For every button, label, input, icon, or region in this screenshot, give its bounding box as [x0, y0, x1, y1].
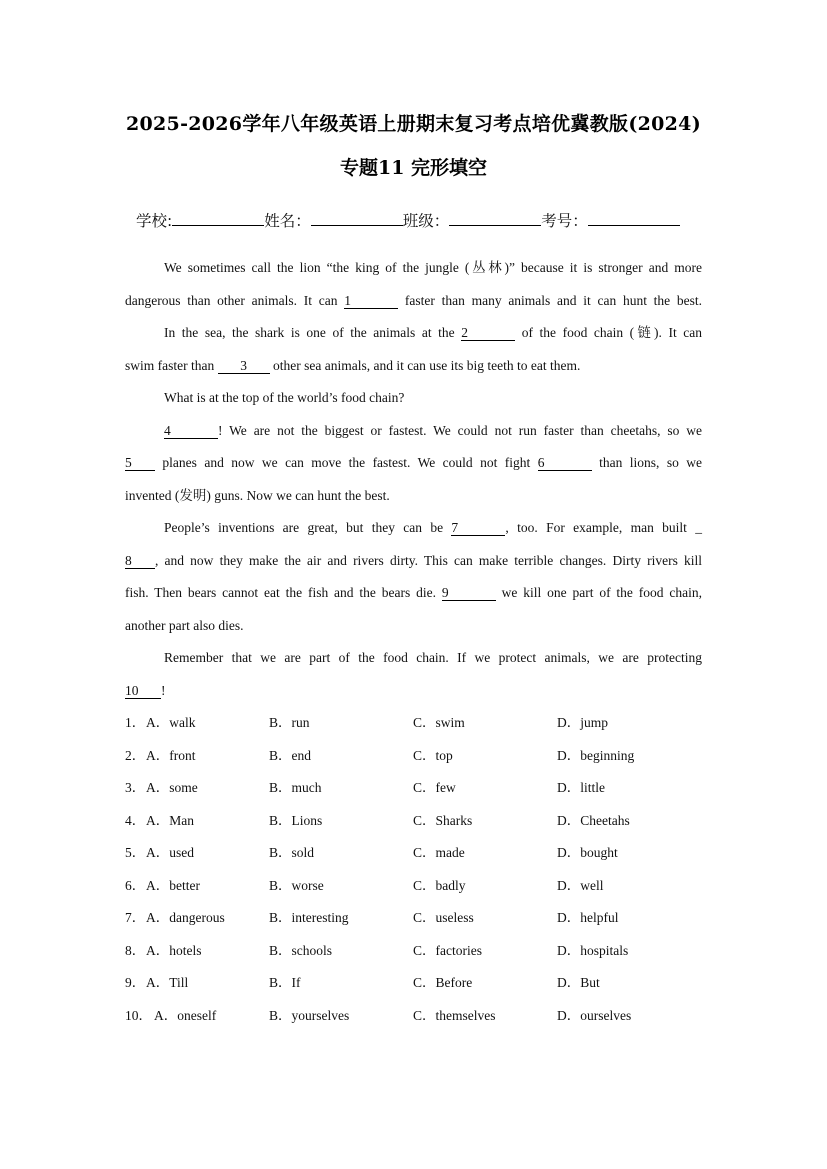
- blank-8[interactable]: 8: [125, 553, 155, 569]
- question-number: 7．: [125, 910, 146, 925]
- option-a[interactable]: A．Man: [146, 813, 194, 828]
- school-label: 学校:: [136, 212, 173, 230]
- option-d[interactable]: D．ourselves: [557, 1008, 632, 1023]
- exam-number-blank[interactable]: [588, 211, 680, 226]
- passage-line: [125, 292, 702, 310]
- option-b[interactable]: B．If: [269, 975, 301, 990]
- blank-4[interactable]: 4: [164, 423, 218, 439]
- passage-line: [125, 357, 702, 375]
- option-d[interactable]: D．well: [557, 878, 604, 893]
- option-c[interactable]: C．themselves: [413, 1008, 496, 1023]
- blank-9[interactable]: 9: [442, 585, 496, 601]
- option-a[interactable]: A．front: [146, 748, 196, 763]
- option-d[interactable]: D．beginning: [557, 748, 635, 763]
- passage-text: We sometimes call the lion “the king of the jungle (丛林)” because it is stronger and more: [164, 260, 702, 275]
- option-b[interactable]: B．Lions: [269, 813, 323, 828]
- option-a[interactable]: A．some: [146, 780, 198, 795]
- name-blank[interactable]: [311, 211, 403, 226]
- passage-text: than lions, so we: [591, 455, 702, 470]
- option-c[interactable]: C．made: [413, 845, 465, 860]
- blank-5[interactable]: 5: [125, 455, 155, 471]
- passage-line: [125, 487, 702, 505]
- option-a[interactable]: A．oneself: [154, 1008, 217, 1023]
- passage-line: [164, 259, 702, 277]
- question-number: 1．: [125, 715, 146, 730]
- blank-3[interactable]: 3: [218, 358, 270, 374]
- passage-text: swim faster than: [125, 358, 218, 373]
- passage-text: invented (发明) guns. Now we can hunt the best.: [125, 488, 390, 503]
- passage-text: In the sea, the shark is one of the animals at the: [164, 325, 462, 340]
- question-number: 5．: [125, 845, 146, 860]
- option-d[interactable]: D．bought: [557, 845, 618, 860]
- question-number: 4．: [125, 813, 146, 828]
- option-b[interactable]: B．much: [269, 780, 322, 795]
- option-b[interactable]: B．sold: [269, 845, 315, 860]
- option-c[interactable]: C．badly: [413, 878, 466, 893]
- class-label: 班级：: [402, 212, 450, 230]
- option-c[interactable]: C．useless: [413, 910, 474, 925]
- option-c[interactable]: C．Sharks: [413, 813, 473, 828]
- option-b[interactable]: B．interesting: [269, 910, 349, 925]
- option-b[interactable]: B．end: [269, 748, 311, 763]
- option-b[interactable]: B．schools: [269, 943, 333, 958]
- passage-text: !: [161, 683, 166, 698]
- passage-line: [164, 519, 702, 537]
- option-b[interactable]: B．worse: [269, 878, 324, 893]
- option-c[interactable]: C．few: [413, 780, 456, 795]
- passage-line: [125, 584, 702, 602]
- topic-title: 专题11 完形填空: [339, 157, 488, 179]
- document-title: 2025-2026学年八年级英语上册期末复习考点培优冀教版(2024): [125, 113, 701, 135]
- option-d[interactable]: D．little: [557, 780, 605, 795]
- passage-text: What is at the top of the world’s food chain?: [164, 390, 405, 405]
- school-blank[interactable]: [172, 211, 264, 226]
- question-number: 10．: [125, 1008, 152, 1023]
- option-d[interactable]: D．Cheetahs: [557, 813, 630, 828]
- option-d[interactable]: D．jump: [557, 715, 609, 730]
- passage-line: [125, 552, 702, 570]
- passage-text: , too. For example, man built _: [505, 520, 702, 535]
- passage-text: planes and now we can move the fastest. We could not fight: [155, 455, 538, 470]
- blank-10[interactable]: 10: [125, 683, 161, 699]
- blank-2[interactable]: 2: [461, 325, 515, 341]
- question-number: 8．: [125, 943, 146, 958]
- option-a[interactable]: A．used: [146, 845, 194, 860]
- option-a[interactable]: A．walk: [146, 715, 196, 730]
- option-a[interactable]: A．dangerous: [146, 910, 225, 925]
- passage-line: [125, 682, 702, 700]
- passage-text: , and now they make the air and rivers dirty. This can make terrible changes. Dirty rivers kill: [155, 553, 702, 568]
- option-c[interactable]: C．Before: [413, 975, 473, 990]
- student-info-row: [136, 209, 680, 231]
- passage-line: [125, 617, 702, 635]
- passage-text: of the food chain (链). It can: [515, 325, 702, 340]
- option-c[interactable]: C．factories: [413, 943, 482, 958]
- blank-7[interactable]: 7: [451, 520, 505, 536]
- passage-line: [164, 422, 702, 440]
- question-number: 6．: [125, 878, 146, 893]
- option-d[interactable]: D．hospitals: [557, 943, 629, 958]
- passage-text: dangerous than other animals. It can: [125, 293, 345, 308]
- option-b[interactable]: B．yourselves: [269, 1008, 350, 1023]
- passage-text: we kill one part of the food chain,: [495, 585, 702, 600]
- passage-text: ! We are not the biggest or fastest. We could not run faster than cheetahs, so we: [218, 423, 702, 438]
- exam-number-label: 考号：: [541, 212, 588, 230]
- passage-text: People’s inventions are great, but they can be: [164, 520, 452, 535]
- passage-text: faster than many animals and it can hunt the best.: [398, 293, 703, 308]
- option-c[interactable]: C．swim: [413, 715, 465, 730]
- blank-6[interactable]: 6: [538, 455, 592, 471]
- passage-line: [164, 389, 702, 407]
- passage-text: Remember that we are part of the food chain. If we protect animals, we are protecting: [164, 650, 702, 665]
- option-a[interactable]: A．hotels: [146, 943, 202, 958]
- passage-text: another part also dies.: [125, 618, 244, 633]
- passage-text: other sea animals, and it can use its big teeth to eat them.: [269, 358, 581, 373]
- question-number: 3．: [125, 780, 146, 795]
- blank-1[interactable]: 1: [344, 293, 398, 309]
- class-blank[interactable]: [449, 211, 541, 226]
- name-label: 姓名：: [264, 212, 311, 230]
- option-a[interactable]: A．better: [146, 878, 200, 893]
- question-number: 2．: [125, 748, 146, 763]
- question-number: 9．: [125, 975, 146, 990]
- passage-text: fish. Then bears cannot eat the fish and the bears die.: [125, 585, 442, 600]
- option-c[interactable]: C．top: [413, 748, 453, 763]
- option-a[interactable]: A．Till: [146, 975, 189, 990]
- passage-line: [164, 324, 702, 342]
- passage-line: [125, 454, 702, 472]
- option-d[interactable]: D．helpful: [557, 910, 619, 925]
- option-b[interactable]: B．run: [269, 715, 310, 730]
- option-d[interactable]: D．But: [557, 975, 600, 990]
- passage-line: [164, 649, 702, 667]
